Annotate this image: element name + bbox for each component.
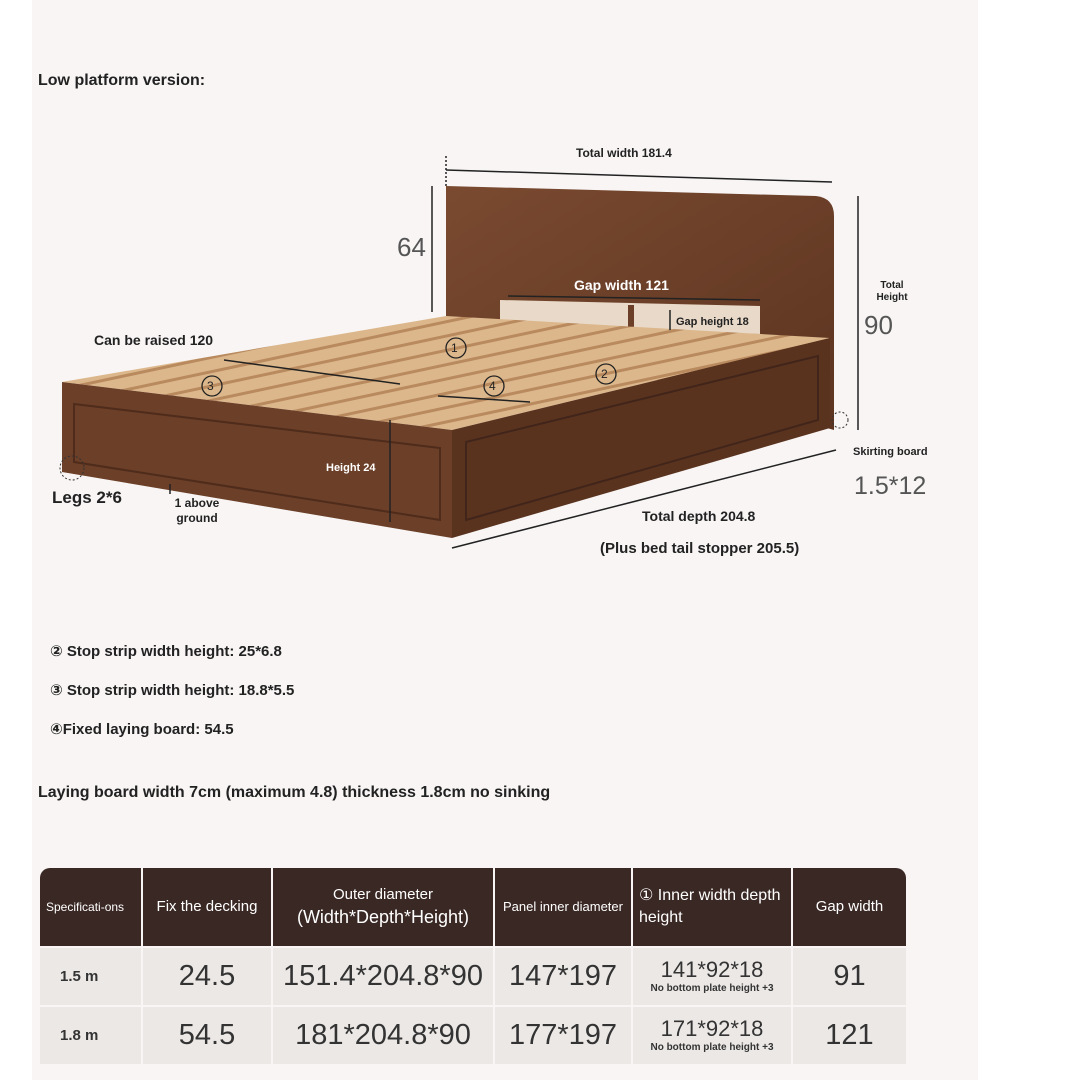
gap-height-label: Gap height 18 [676,316,749,328]
row-inner-note: No bottom plate height +3 [650,1041,774,1053]
row-spec: 1.5 m [40,947,142,1006]
total-width-label: Total width 181.4 [576,146,672,160]
tail-stopper-label: (Plus bed tail stopper 205.5) [600,540,800,557]
marker-1: 1 [451,341,458,355]
header-outer-diameter [272,868,494,947]
legs-label: Legs 2*6 [52,488,122,507]
row-panel: 177*197 [494,1006,632,1064]
row-fix: 24.5 [142,947,272,1006]
table-header-row [40,868,906,947]
row-panel: 147*197 [494,947,632,1006]
marker-3: 3 [207,379,214,393]
page-title: Low platform version: [38,72,206,89]
above-ground-label: 1 above ground [174,496,220,525]
header-panel-inner: Panel inner diameter [494,868,632,947]
row-inner [632,947,792,1006]
row-inner [632,1006,792,1064]
skirting-board-label: Skirting board [853,446,928,458]
headboard-height-value: 64 [397,232,426,262]
marker-4: 4 [489,379,496,393]
total-height-value: 90 [864,310,893,340]
header-gap-width: Gap width [792,868,906,947]
row-gap: 121 [792,1006,906,1064]
height-24-label: Height 24 [326,462,376,474]
header-fix-decking: Fix the decking [142,868,272,947]
total-depth-label: Total depth 204.8 [642,508,756,524]
marker-2: 2 [601,367,608,381]
note-stop-strip-3: ③ Stop strip width height: 18.8*5.5 [50,682,295,699]
row-outer: 181*204.8*90 [272,1006,494,1064]
row-gap: 91 [792,947,906,1006]
row-spec: 1.8 m [40,1006,142,1064]
table-row [40,947,906,1006]
header-inner-dims: ① Inner width depth height [632,868,792,947]
row-inner-value: 171*92*18 [660,1015,764,1041]
row-fix: 54.5 [142,1006,272,1064]
header-outer-1: Outer diameter [332,885,434,903]
skirting-size-value: 1.5*12 [854,472,927,500]
row-inner-note: No bottom plate height +3 [650,982,774,994]
row-outer: 151.4*204.8*90 [272,947,494,1006]
table-row [40,1006,906,1064]
spec-table [40,868,906,1064]
gap-width-label: Gap width 121 [574,277,669,293]
row-inner-value: 141*92*18 [660,956,764,982]
laying-board-note: Laying board width 7cm (maximum 4.8) thickness 1.8cm no sinking [38,784,551,801]
note-stop-strip-2: ② Stop strip width height: 25*6.8 [50,643,282,660]
total-height-label: Total Height [876,280,908,303]
can-be-raised-label: Can be raised 120 [94,332,214,348]
header-outer-2: (Width*Depth*Height) [296,906,470,927]
note-fixed-board-4: ④Fixed laying board: 54.5 [50,721,234,738]
header-spec: Specificati-ons [40,868,142,947]
